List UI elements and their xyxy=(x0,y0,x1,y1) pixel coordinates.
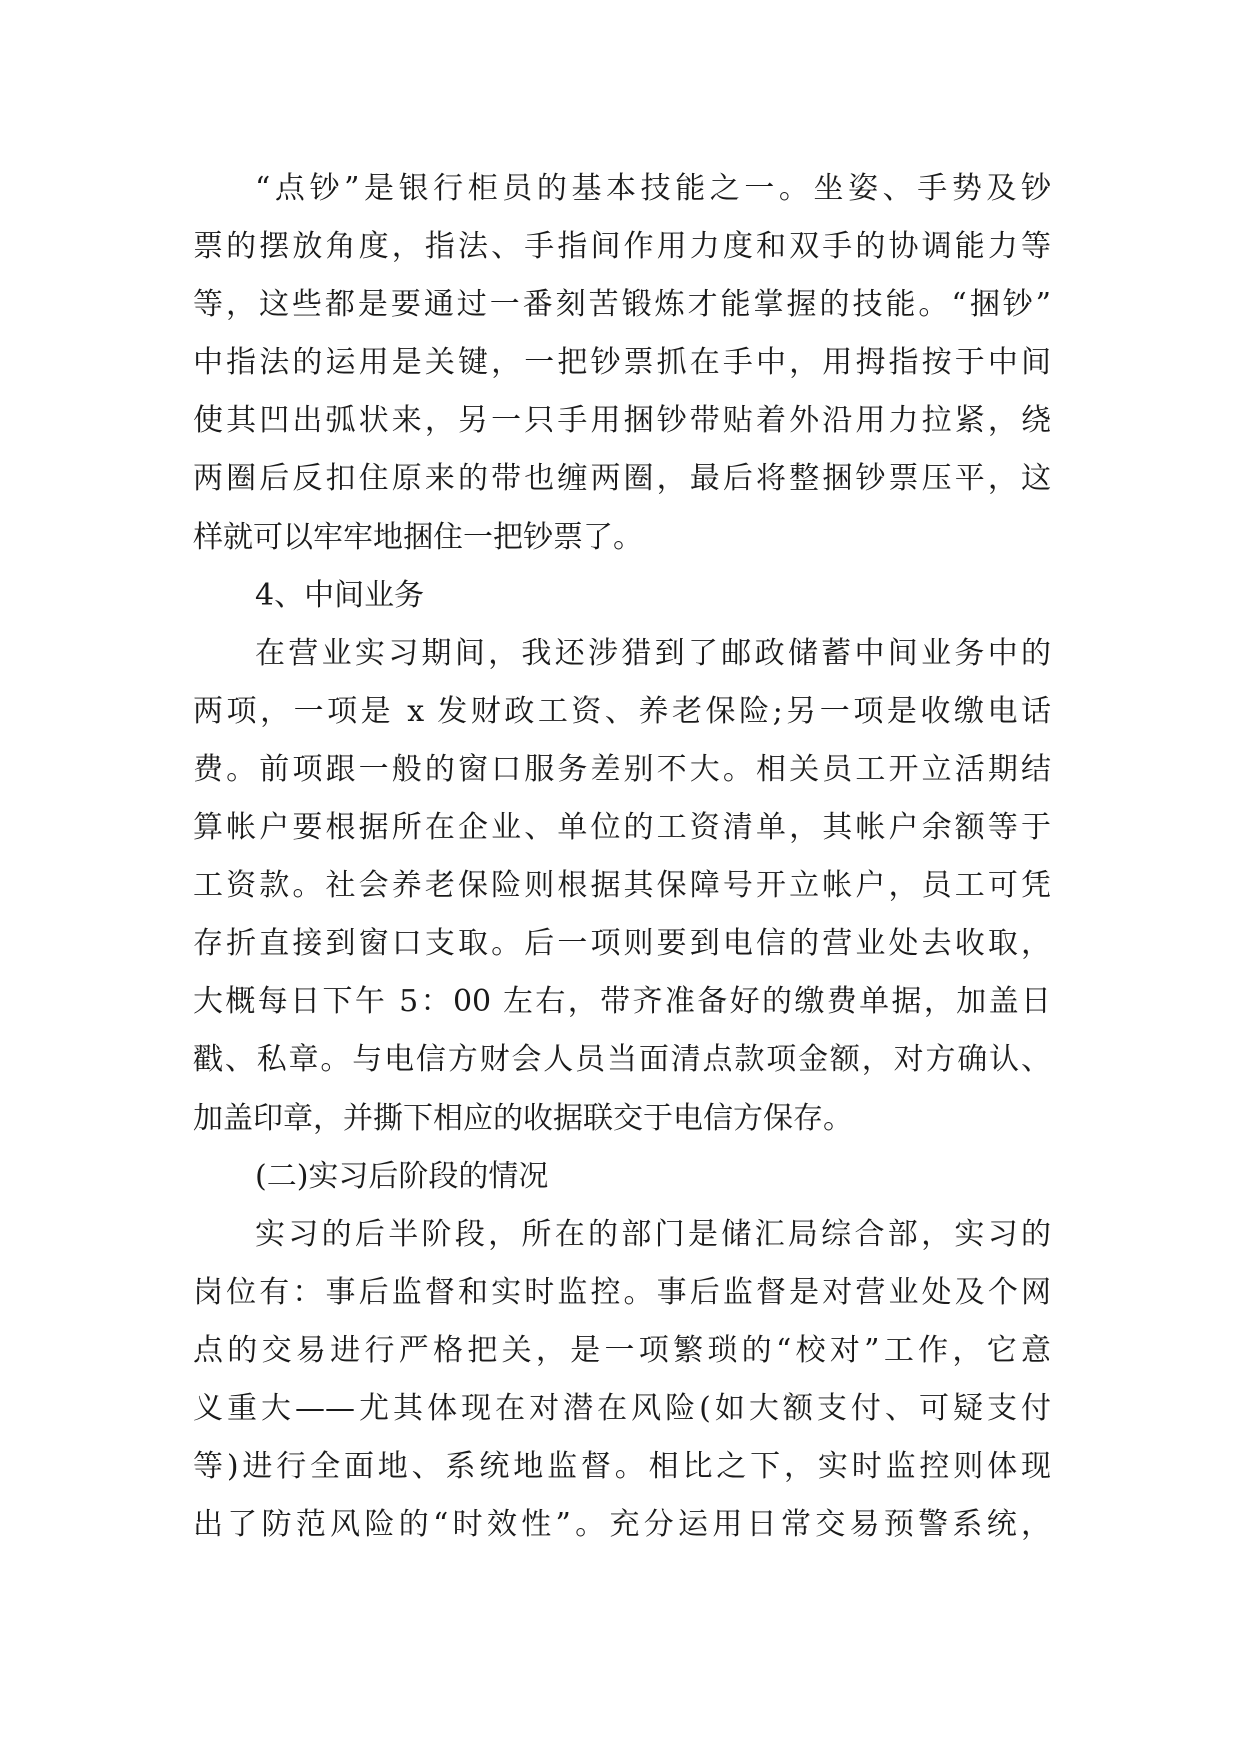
paragraph-line: 使其凹出弧状来，另一只手用捆钞带贴着外沿用力拉紧，绕 xyxy=(193,403,1051,439)
paragraph-line: 算帐户要根据所在企业、单位的工资清单，其帐户余额等于 xyxy=(193,810,1051,846)
paragraph-line: 两圈后反扣住原来的带也缠两圈，最后将整捆钞票压平，这 xyxy=(193,461,1051,497)
paragraph-line: 等)进行全面地、系统地监督。相比之下，实时监控则体现 xyxy=(193,1449,1051,1485)
paragraph-line: 岗位有：事后监督和实时监控。事后监督是对营业处及个网 xyxy=(193,1274,1051,1310)
paragraph-line: 在营业实习期间，我还涉猎到了邮政储蓄中间业务中的 xyxy=(255,635,1051,671)
paragraph-line: 存折直接到窗口支取。后一项则要到电信的营业处去收取， xyxy=(193,926,1051,962)
paragraph-line: 点的交易进行严格把关，是一项繁琐的“校对”工作，它意 xyxy=(193,1332,1051,1368)
paragraph-line: 两项，一项是 x 发财政工资、养老保险;另一项是收缴电话 xyxy=(193,693,1051,729)
paragraph-line: 等，这些都是要通过一番刻苦锻炼才能掌握的技能。“捆钞” xyxy=(193,287,1051,323)
section-heading: 4、中间业务 xyxy=(255,577,425,613)
paragraph-line: “点钞”是银行柜员的基本技能之一。坐姿、手势及钞 xyxy=(255,171,1051,206)
paragraph-line: 义重大——尤其体现在对潜在风险(如大额支付、可疑支付 xyxy=(193,1390,1051,1426)
paragraph-line: 工资款。社会养老保险则根据其保障号开立帐户，员工可凭 xyxy=(193,868,1051,904)
paragraph-line: 戳、私章。与电信方财会人员当面清点款项金额，对方确认、 xyxy=(193,1042,1051,1078)
paragraph-line: 样就可以牢牢地捆住一把钞票了。 xyxy=(193,519,643,555)
body-text xyxy=(193,160,1051,1554)
paragraph-line: 大概每日下午 5：00 左右，带齐准备好的缴费单据，加盖日 xyxy=(193,984,1051,1020)
paragraph-line: 票的摆放角度，指法、手指间作用力度和双手的协调能力等 xyxy=(193,229,1051,265)
paragraph-line: 中指法的运用是关键，一把钞票抓在手中，用拇指按于中间 xyxy=(193,345,1051,381)
paragraph-line: 加盖印章，并撕下相应的收据联交于电信方保存。 xyxy=(193,1100,853,1136)
paragraph-line: 实习的后半阶段，所在的部门是储汇局综合部，实习的 xyxy=(255,1216,1051,1252)
section-heading: (二)实习后阶段的情况 xyxy=(255,1158,549,1194)
paragraph-line: 出了防范风险的“时效性”。充分运用日常交易预警系统， xyxy=(193,1507,1051,1543)
paragraph-line: 费。前项跟一般的窗口服务差别不大。相关员工开立活期结 xyxy=(193,751,1051,787)
